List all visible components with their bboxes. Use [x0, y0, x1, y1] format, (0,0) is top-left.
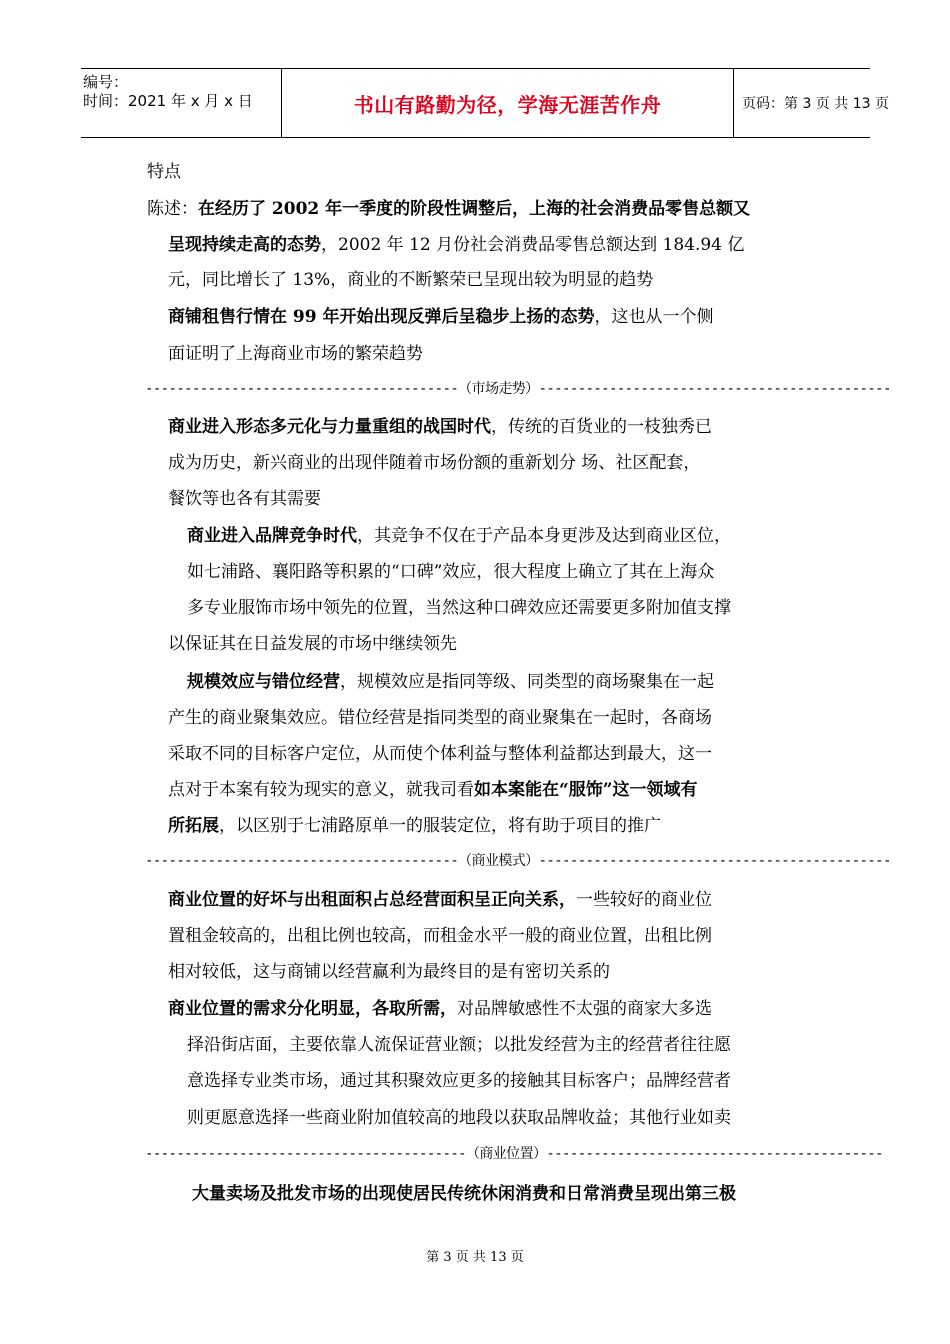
page-footer: 第 3 页 共 13 页 — [426, 1250, 524, 1265]
text-line — [168, 888, 712, 912]
text-run-bold: 规模效应与错位经营 — [187, 672, 340, 692]
text-line: 大量卖场及批发市场的出现使居民传统休闲消费和日常消费呈现出第三极 — [192, 1184, 736, 1204]
text-run-bold: 如本案能在“服饰”这一领域有 — [474, 780, 698, 800]
text-line: 元，同比增长了 13%，商业的不断繁荣已呈现出较为明显的趋势 — [168, 270, 654, 290]
section-divider-business-model: ----------------------------------------（商业模式）--------------------------------------------- — [145, 853, 891, 869]
text-line — [168, 997, 712, 1021]
text-line — [168, 233, 744, 257]
text-line: 置租金较高的，出租比例也较高，而租金水平一般的商业位置，出租比例 — [168, 926, 712, 946]
text-run: ，规模效应是指同等级、同类型的商场聚集在一起 — [340, 672, 714, 692]
text-run-bold: 呈现持续走高的态势 — [168, 235, 321, 255]
text-run-bold: 商业进入品牌竞争时代 — [187, 526, 357, 546]
text-run: ，2002 年 12 月份社会消费品零售总额达到 184.94 亿 — [321, 235, 745, 255]
text-run: ，这也从一个侧 — [594, 307, 714, 327]
section-divider-business-location: -----------------------------------------（商业位置）------------------------------------------- — [145, 1146, 884, 1162]
text-line: 特点 — [147, 162, 181, 182]
doc-date: 时间：2021 年 x 月 x 日 — [83, 92, 253, 110]
text-line: 采取不同的目标客户定位，从而使个体利益与整体利益都达到最大，这一 — [168, 744, 712, 764]
header-meta — [81, 69, 281, 137]
header-motto-cell — [281, 69, 734, 137]
text-run-bold: 商业位置的需求分化明显，各取所需， — [168, 999, 457, 1019]
text-line — [168, 778, 698, 802]
text-line: 产生的商业聚集效应。错位经营是指同类型的商业聚集在一起时，各商场 — [168, 708, 712, 728]
text-run-bold: 商业位置的好坏与出租面积占总经营面积呈正向关系， — [168, 890, 576, 910]
text-line — [187, 524, 731, 548]
text-line: 多专业服饰市场中领先的位置，当然这种口碑效应还需要更多附加值支撑 — [187, 598, 731, 618]
header-motto: 书山有路勤为径，学海无涯苦作舟 — [353, 92, 662, 117]
text-run-bold: 商铺租售行情在 99 年开始出现反弹后呈稳步上扬的态势 — [168, 307, 595, 327]
text-line — [147, 197, 750, 221]
document-header — [81, 68, 889, 138]
text-line — [168, 415, 712, 439]
text-run: 一些较好的商业位 — [576, 890, 712, 910]
text-run: ，传统的百货业的一枝独秀已 — [491, 417, 712, 437]
text-line: 成为历史，新兴商业的出现伴随着市场份额的重新划分 场、社区配套， — [168, 453, 701, 473]
text-line: 相对较低，这与商铺以经营赢利为最终目的是有密切关系的 — [168, 962, 610, 982]
doc-number-label: 编号： — [83, 73, 129, 91]
text-line: 意选择专业类市场，通过其积聚效应更多的接触其目标客户；品牌经营者 — [187, 1071, 731, 1091]
text-run-bold: 商业进入形态多元化与力量重组的战国时代 — [168, 417, 491, 437]
text-run: ，其竞争不仅在于产品本身更涉及达到商业区位， — [357, 526, 731, 546]
text-line — [168, 814, 661, 838]
header-page-info: 页码：第 3 页 共 13 页 — [742, 96, 889, 112]
text-line — [168, 305, 714, 329]
text-line: 则更愿意选择一些商业附加值较高的地段以获取品牌收益；其他行业如卖 — [187, 1108, 731, 1128]
text-run-bold: 在经历了 2002 年一季度的阶段性调整后，上海的社会消费品零售总额又 — [198, 199, 751, 219]
text-line — [187, 670, 714, 694]
text-line: 择沿街店面，主要依靠人流保证营业额；以批发经营为主的经营者往往愿 — [187, 1035, 731, 1055]
text-run: 陈述： — [147, 199, 198, 219]
text-line: 面证明了上海商业市场的繁荣趋势 — [168, 344, 423, 364]
text-run: ，以区别于七浦路原单一的服装定位，将有助于项目的推广 — [219, 816, 661, 836]
text-run: 对品牌敏感性不太强的商家大多选 — [457, 999, 712, 1019]
text-run: 点对于本案有较为现实的意义，就我司看 — [168, 780, 474, 800]
text-line: 如七浦路、襄阳路等积累的“口碑”效应，很大程度上确立了其在上海众 — [187, 562, 715, 582]
section-divider-market-trend: ----------------------------------------（市场走势）--------------------------------------------- — [145, 381, 891, 397]
text-line: 餐饮等也各有其需要 — [168, 489, 321, 509]
text-line: 以保证其在日益发展的市场中继续领先 — [168, 634, 457, 654]
text-run-bold: 所拓展 — [168, 816, 219, 836]
